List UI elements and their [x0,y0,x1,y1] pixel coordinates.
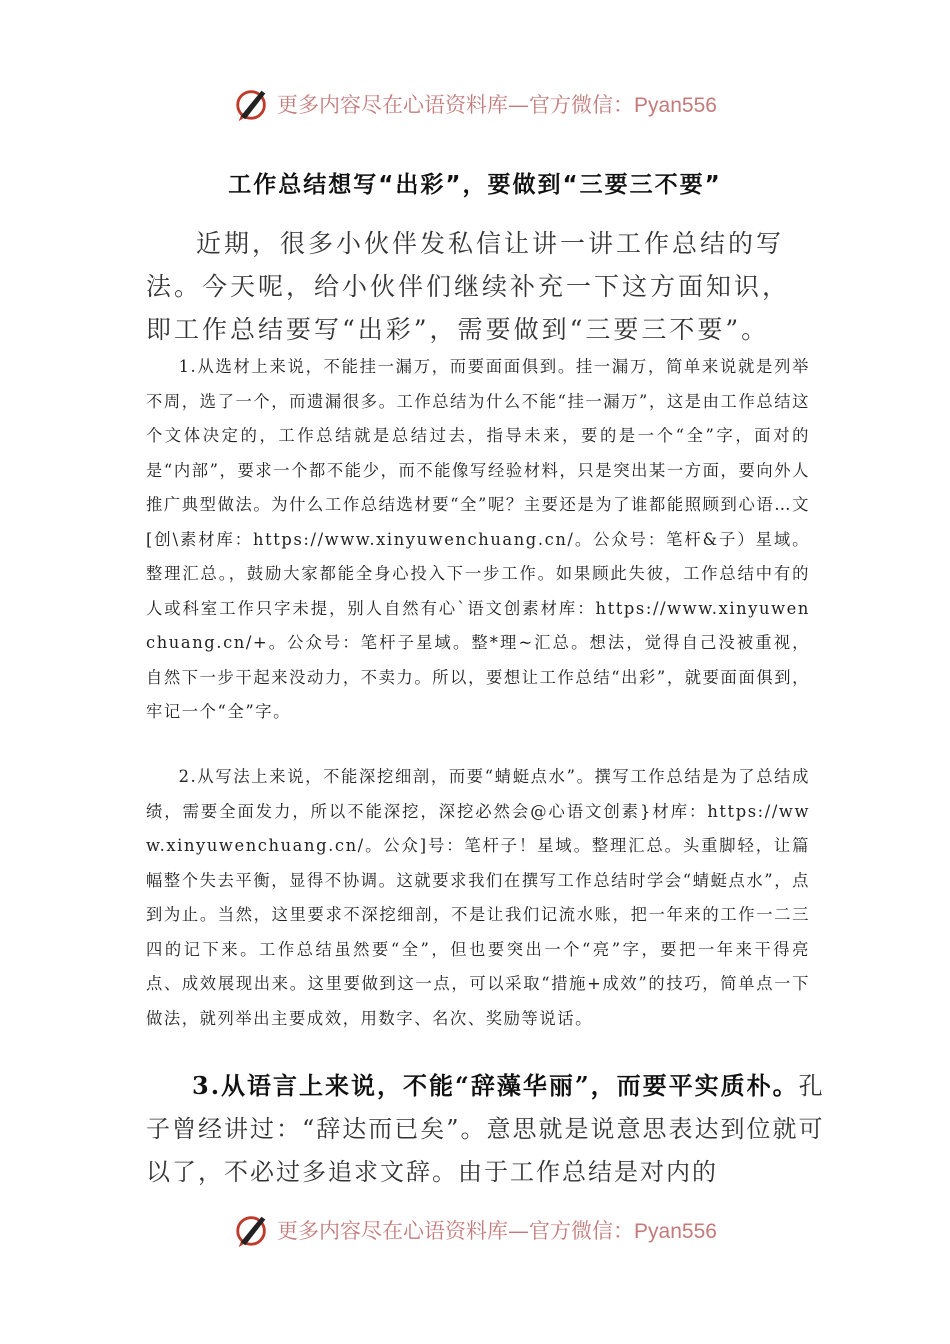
header-banner-text: 更多内容尽在心语资料库—官方微信：Pyan556 [277,93,717,117]
footer-banner-text: 更多内容尽在心语资料库—官方微信：Pyan556 [277,1219,717,1243]
intro-text: 近期，很多小伙伴发私信让讲一讲工作总结的写法。今天呢，给小伙伴们继续补充一下这方面知识，即工作总结要写“出彩”，需要做到“三要三不要”。 [146,229,791,344]
footer-banner [0,1208,950,1252]
section-2 [146,760,810,1036]
section-3-heading: 3.从语言上来说，不能“辞藻华丽”，而要平实质朴。 [192,1071,799,1100]
section-3-paragraph [146,1064,826,1194]
section-1 [146,350,810,730]
header-banner [0,82,950,126]
pen-logo-icon [233,85,271,123]
section-2-text: 2.从写法上来说，不能深挖细剖，而要“蜻蜓点水”。撰写工作总结是为了总结成绩，需要全面发力，所以不能深挖，深挖必然会@心语文创素}材库：https://www.xinyuwenchuang.cn/。公众]号：笔杆子！星域。整理汇总。头重脚轻，让篇幅整个失去平衡，显得不协调。这就要求我们在撰写工作总结时学会“蜻蜓点水”，点到为止。当然，这里要求不深挖细剖，不是让我们记流水账，把一年来的工作一二三四的记下来。工作总结虽然要“全”，但也要突出一个“亮”字，要把一年来干得亮点、成效展现出来。这里要做到这一点，可以采取“措施+成效”的技巧，简单点一下做法，就列举出主要成效，用数字、名次、奖励等说话。 [146,767,810,1028]
footer-wechat-id: Pyan556 [634,1220,717,1243]
section-3 [146,1064,826,1194]
intro-paragraph [146,222,810,351]
header-wechat-id: Pyan556 [634,94,717,117]
document-title: 工作总结想写“出彩”，要做到“三要三不要” [228,172,722,198]
section-1-text: 1.从选材上来说，不能挂一漏万，而要面面俱到。挂一漏万，简单来说就是列举不周，选了一个，而遗漏很多。工作总结为什么不能“挂一漏万”，这是由工作总结这个文体决定的，工作总结就是总结过去，指导未来，要的是一个“全”字，面对的是“内部”，要求一个都不能少，而不能像写经验材料，只是突出某一方面，要向外人推广典型做法。为什么工作总结选材要“全”呢？主要还是为了谁都能照顾到心语…文[创\素材库：https://www.xinyuwenchuang.cn/。公众号：笔杆&子）星域。整理汇总。，鼓励大家都能全身心投入下一步工作。如果顾此失彼，工作总结中有的人或科室工作只字未提，别人自然有心`语文创素材库：https://www.xinyuwenchuang.cn/+。公众号：笔杆子星域。整*理~汇总。想法，觉得自己没被重视，自然下一步干起来没动力，不卖力。所以，要想让工作总结“出彩”，就要面面俱到，牢记一个“全”字。 [146,357,810,721]
pen-logo-icon [233,1211,271,1249]
section-3-body: 孔子曾经讲过：“辞达而已矣”。意思就是说意思表达到位就可以了，不必过多追求文辞。由于工作总结是对内的 [146,1072,825,1186]
